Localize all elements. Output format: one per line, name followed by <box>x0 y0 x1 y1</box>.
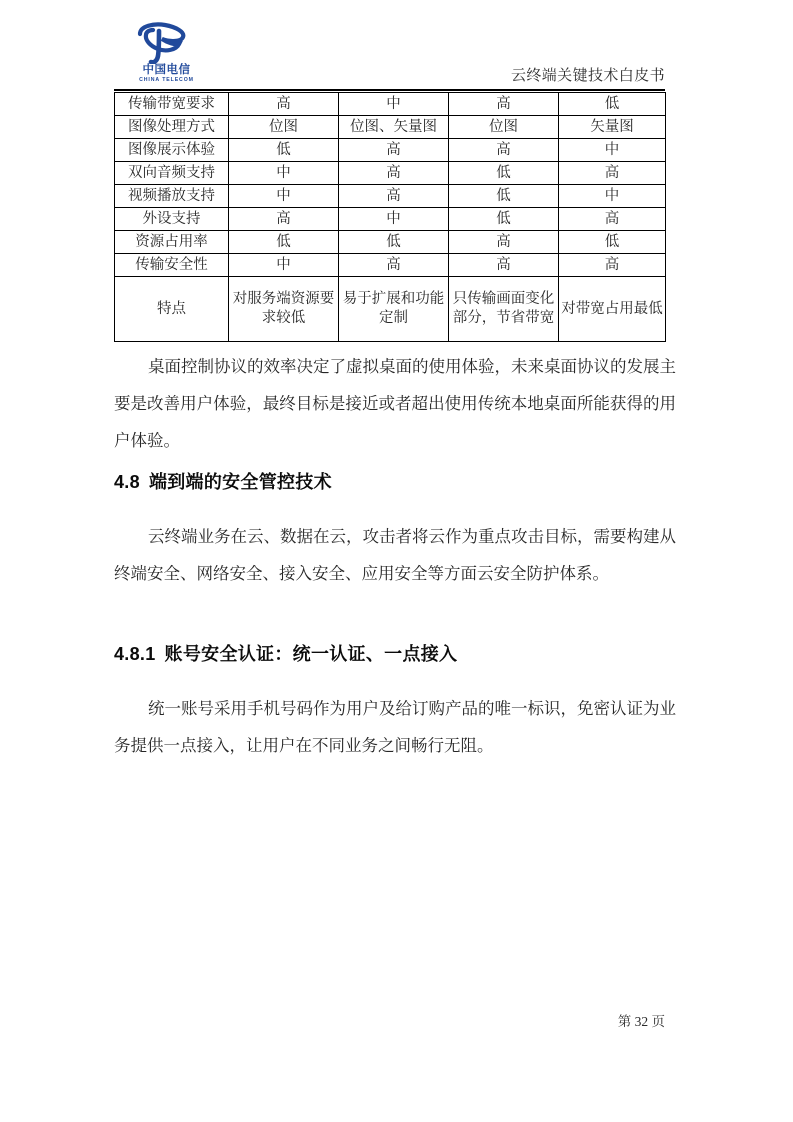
china-telecom-logo <box>114 22 219 88</box>
table-row-label: 图像处理方式 <box>115 116 229 139</box>
table-cell: 中 <box>339 208 449 231</box>
table-cell: 高 <box>559 208 666 231</box>
paragraph-cloud-security: 云终端业务在云、数据在云，攻击者将云作为重点攻击目标，需要构建从终端安全、网络安全、接入安全、应用安全等方面云安全防护体系。 <box>114 527 676 583</box>
table-row <box>115 93 666 116</box>
table-cell: 位图 <box>449 116 559 139</box>
table-cell: 中 <box>559 139 666 162</box>
table-cell: 高 <box>229 93 339 116</box>
table-cell: 高 <box>449 139 559 162</box>
table-cell: 对服务端资源要求较低 <box>229 277 339 342</box>
section-number-4-8: 4.8 <box>114 472 140 492</box>
page-header <box>114 22 665 90</box>
table-row-label: 图像展示体验 <box>115 139 229 162</box>
china-telecom-mark-icon <box>132 22 192 64</box>
table-cell: 中 <box>339 93 449 116</box>
table-cell: 中 <box>229 162 339 185</box>
document-title: 云终端关键技术白皮书 <box>510 68 665 84</box>
table-row <box>115 254 666 277</box>
table-row <box>115 139 666 162</box>
section-title-4-8-1: 账号安全认证：统一认证、一点接入 <box>164 644 458 664</box>
table-row-label: 传输安全性 <box>115 254 229 277</box>
table-cell: 低 <box>229 231 339 254</box>
table-cell: 中 <box>559 185 666 208</box>
table-row <box>115 185 666 208</box>
table-cell: 低 <box>449 185 559 208</box>
table-cell: 低 <box>449 162 559 185</box>
table-cell: 高 <box>449 93 559 116</box>
table-body <box>115 93 666 342</box>
table-cell: 高 <box>449 254 559 277</box>
table-cell: 矢量图 <box>559 116 666 139</box>
table-row <box>115 162 666 185</box>
section-number-4-8-1: 4.8.1 <box>114 644 156 664</box>
table-cell: 中 <box>229 185 339 208</box>
section-heading-4-8-1 <box>114 640 676 666</box>
table-cell: 高 <box>559 254 666 277</box>
logo-chinese-text: 中国电信 <box>142 64 191 76</box>
table-cell: 低 <box>229 139 339 162</box>
table-cell: 位图 <box>229 116 339 139</box>
table-row-label: 资源占用率 <box>115 231 229 254</box>
table-row-label: 视频播放支持 <box>115 185 229 208</box>
table-cell: 高 <box>559 162 666 185</box>
table-row <box>115 116 666 139</box>
table-cell: 对带宽占用最低 <box>559 277 666 342</box>
table-row <box>115 277 666 342</box>
table-row <box>115 208 666 231</box>
table-cell: 低 <box>559 231 666 254</box>
table-cell: 高 <box>339 254 449 277</box>
section-heading-4-8 <box>114 468 676 494</box>
table-cell: 位图、矢量图 <box>339 116 449 139</box>
header-divider <box>114 89 665 91</box>
paragraph-unified-account: 统一账号采用手机号码作为用户及给订购产品的唯一标识，免密认证为业务提供一点接入，让用户在不同业务之间畅行无阻。 <box>114 699 676 755</box>
table-cell: 中 <box>229 254 339 277</box>
table-cell: 低 <box>339 231 449 254</box>
paragraph-desktop-protocol: 桌面控制协议的效率决定了虚拟桌面的使用体验，未来桌面协议的发展主要是改善用户体验，最终目标是接近或者超出使用传统本地桌面所能获得的用户体验。 <box>114 357 676 450</box>
table-cell: 低 <box>559 93 666 116</box>
table-cell: 高 <box>339 139 449 162</box>
table-cell: 高 <box>339 162 449 185</box>
table-row-label: 传输带宽要求 <box>115 93 229 116</box>
table-row-label: 特点 <box>115 277 229 342</box>
protocol-comparison-table <box>114 92 666 342</box>
table-cell: 易于扩展和功能定制 <box>339 277 449 342</box>
section-title-4-8: 端到端的安全管控技术 <box>148 472 332 492</box>
table-cell: 低 <box>449 208 559 231</box>
table-cell: 高 <box>229 208 339 231</box>
table-row-label: 双向音频支持 <box>115 162 229 185</box>
table-cell: 高 <box>339 185 449 208</box>
page-footer: 第 32 页 <box>617 1014 665 1029</box>
table-cell: 只传输画面变化部分，节省带宽 <box>449 277 559 342</box>
table-row-label: 外设支持 <box>115 208 229 231</box>
table-cell: 高 <box>449 231 559 254</box>
table-row <box>115 231 666 254</box>
logo-english-text: CHINA TELECOM <box>139 77 194 83</box>
